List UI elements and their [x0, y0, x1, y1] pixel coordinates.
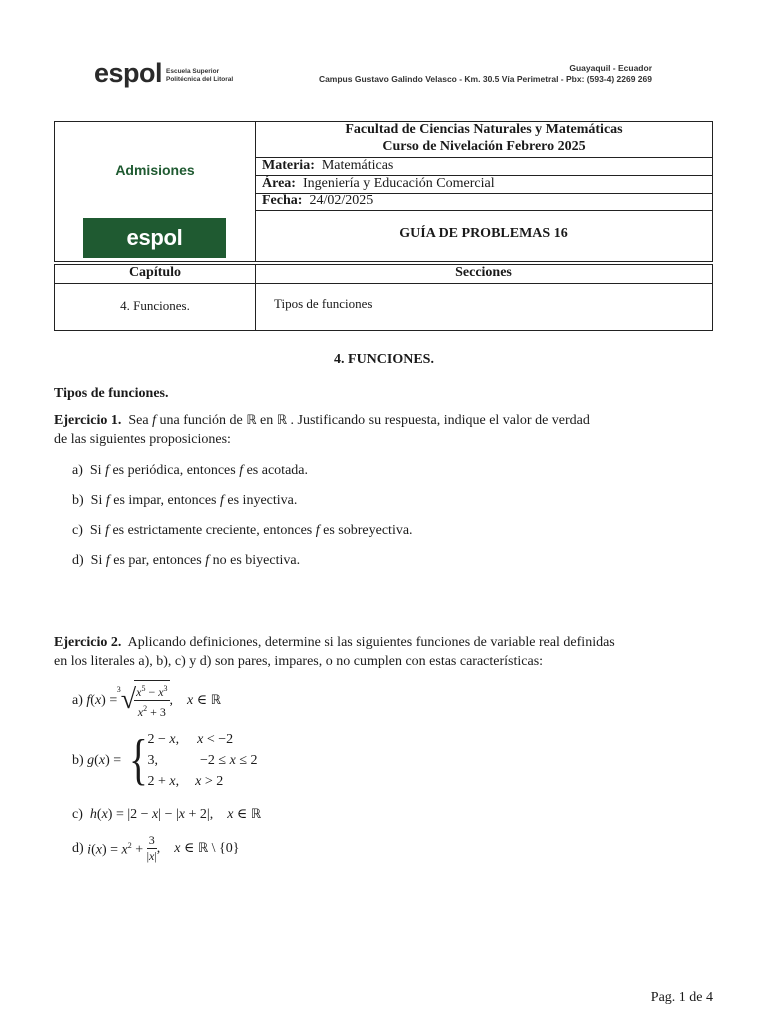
sections-col-header: Secciones: [455, 265, 512, 280]
ex1-item-b: b) Si f es impar, entonces f es inyectiva.: [72, 493, 298, 508]
chapter-col-header: Capítulo: [128, 265, 182, 280]
chapter-cell: 4. Funciones.: [120, 298, 190, 313]
materia-row: Materia: Matemáticas: [262, 158, 394, 173]
info-table: [54, 121, 713, 262]
espol-logo: espol: [94, 58, 163, 88]
exercise-1-statement: Ejercicio 1. Sea f una función de ℝ en ℝ . Justificando su respuesta, indique el valor de verdad de las siguientes proposiciones:: [54, 413, 590, 447]
admisiones-label: Admisiones: [115, 162, 195, 178]
guide-title: GUÍA DE PROBLEMAS 16: [399, 226, 568, 241]
logo-subtitle: Escuela Superior Politécnica del Litoral: [166, 68, 234, 83]
header-location: Guayaquil - Ecuador: [569, 63, 652, 73]
subsection-title: Tipos de funciones.: [54, 386, 169, 401]
ex1-item-c: c) Si f es estrictamente creciente, entonces f es sobreyectiva.: [72, 523, 413, 538]
ex1-item-d: d) Si f es par, entonces f no es biyectiva.: [72, 553, 301, 568]
course-title: Curso de Nivelación Febrero 2025: [382, 139, 586, 154]
section-title: 4. FUNCIONES.: [334, 352, 434, 367]
espol-badge: espol: [83, 218, 226, 258]
ex1-item-a: a) Si f es periódica, entonces f es acotada.: [72, 463, 309, 478]
header-campus: Campus Gustavo Galindo Velasco - Km. 30.5 Vía Perimetral - Pbx: (593-4) 2269 269: [318, 74, 652, 84]
sections-cell: Tipos de funciones: [274, 296, 373, 311]
area-row: Área: Ingeniería y Educación Comercial: [262, 176, 495, 191]
chapter-table: [54, 264, 713, 331]
ex2-item-d: d) $i(x) = x^2$ + $\frac{3}{|x|}$ , x ∈ ℝ \ {0}: [72, 832, 240, 863]
ex2-item-c: c) h(x) = |2 − x| − |x + 2|, x ∈ ℝ: [72, 807, 262, 822]
cube-root: 3 √ $\frac{x^5 - x^3}{x^2 + 3}$: [121, 680, 170, 720]
ex2-item-b: b) g(x) = { 2 − x, x < −2 3, −2 ≤ x ≤ 2 2 + x, x > 2: [72, 729, 258, 791]
ex2-item-a: a) f(x) = 3 √ $\frac{x^5 - x^3}{x^2 + 3}$ , x ∈ ℝ: [72, 680, 221, 720]
fecha-row: Fecha: 24/02/2025: [262, 193, 374, 208]
page-number: Pag. 1 de 4: [650, 990, 713, 1005]
faculty-title: Facultad de Ciencias Naturales y Matemáticas: [345, 122, 623, 137]
exercise-2-statement: Ejercicio 2. Aplicando definiciones, determine si las siguientes funciones de variable real definidas en los literales a), b), c) y d) son pares, impares, o no cumplen con estas características:: [54, 635, 615, 669]
